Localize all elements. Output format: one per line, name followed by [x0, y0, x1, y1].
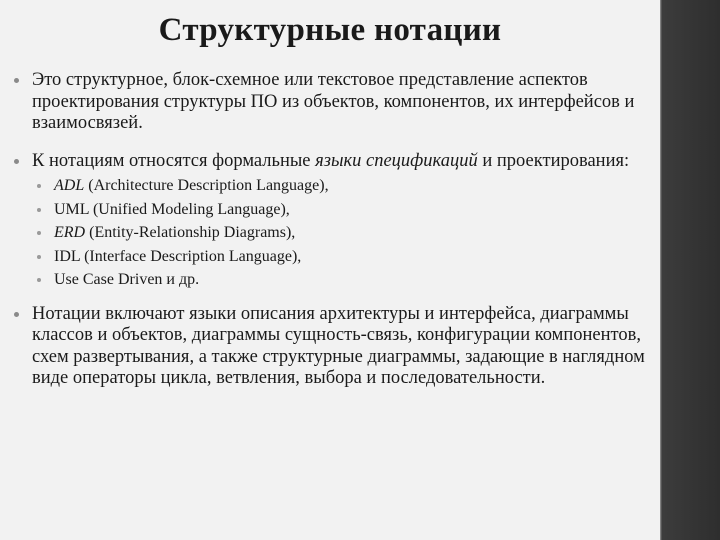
- notation-item-idl: [34, 245, 648, 269]
- notation-item-erd: [34, 221, 648, 245]
- sub-bullet-dot-icon: [37, 208, 41, 212]
- sub-bullet-dot-icon: [37, 184, 41, 188]
- notation-desc: (Architecture Description Language),: [84, 177, 329, 194]
- sub-bullet-dot-icon: [37, 231, 41, 235]
- notation-list: [32, 174, 648, 292]
- notation-desc: UML (Unified Modeling Language),: [54, 200, 290, 218]
- bullet-dot-icon: [14, 159, 19, 164]
- bullet-text: Нотации включают языки описания архитектуры и интерфейса, диаграммы классов и объектов, диаграммы сущность-связь, конфигурации компонентов, схем развертывания, а также структурные диаграммы, задающие в наглядном виде операторы цикла, ветвления, выбора и последовательности.: [32, 303, 645, 388]
- decorative-side-bar: [660, 0, 720, 540]
- notation-abbr: ERD: [54, 224, 86, 241]
- bullet-item-notations: [12, 151, 648, 292]
- bullet-dot-icon: [14, 312, 19, 317]
- bullet-text-before: К нотациям относятся формальные: [32, 150, 316, 171]
- bullet-text: Это структурное, блок-схемное или текстовое представление аспектов проектирования структуры ПО из объектов, компонентов, их интерфейсов и взаимосвязей.: [32, 70, 635, 133]
- sub-bullet-dot-icon: [37, 255, 41, 259]
- notation-abbr: ADL: [54, 177, 85, 194]
- notation-desc: IDL (Interface Description Language),: [54, 247, 302, 265]
- notation-item-use-case: [34, 268, 648, 292]
- bullet-dot-icon: [14, 78, 19, 83]
- bullet-text-after: и проектирования:: [477, 150, 630, 171]
- bullet-item-definition: [12, 70, 648, 135]
- slide-content: [12, 70, 648, 390]
- bullet-item-includes: [12, 304, 648, 390]
- notation-item-uml: [34, 198, 648, 222]
- slide-title: Структурные нотации: [158, 12, 502, 48]
- notation-desc: (Entity-Relationship Diagrams),: [85, 224, 296, 241]
- notation-desc: Use Case Driven и др.: [54, 271, 200, 288]
- bullet-text-emphasis: языки спецификаций: [315, 150, 478, 171]
- sub-bullet-dot-icon: [37, 278, 41, 282]
- notation-item-adl: [34, 174, 648, 198]
